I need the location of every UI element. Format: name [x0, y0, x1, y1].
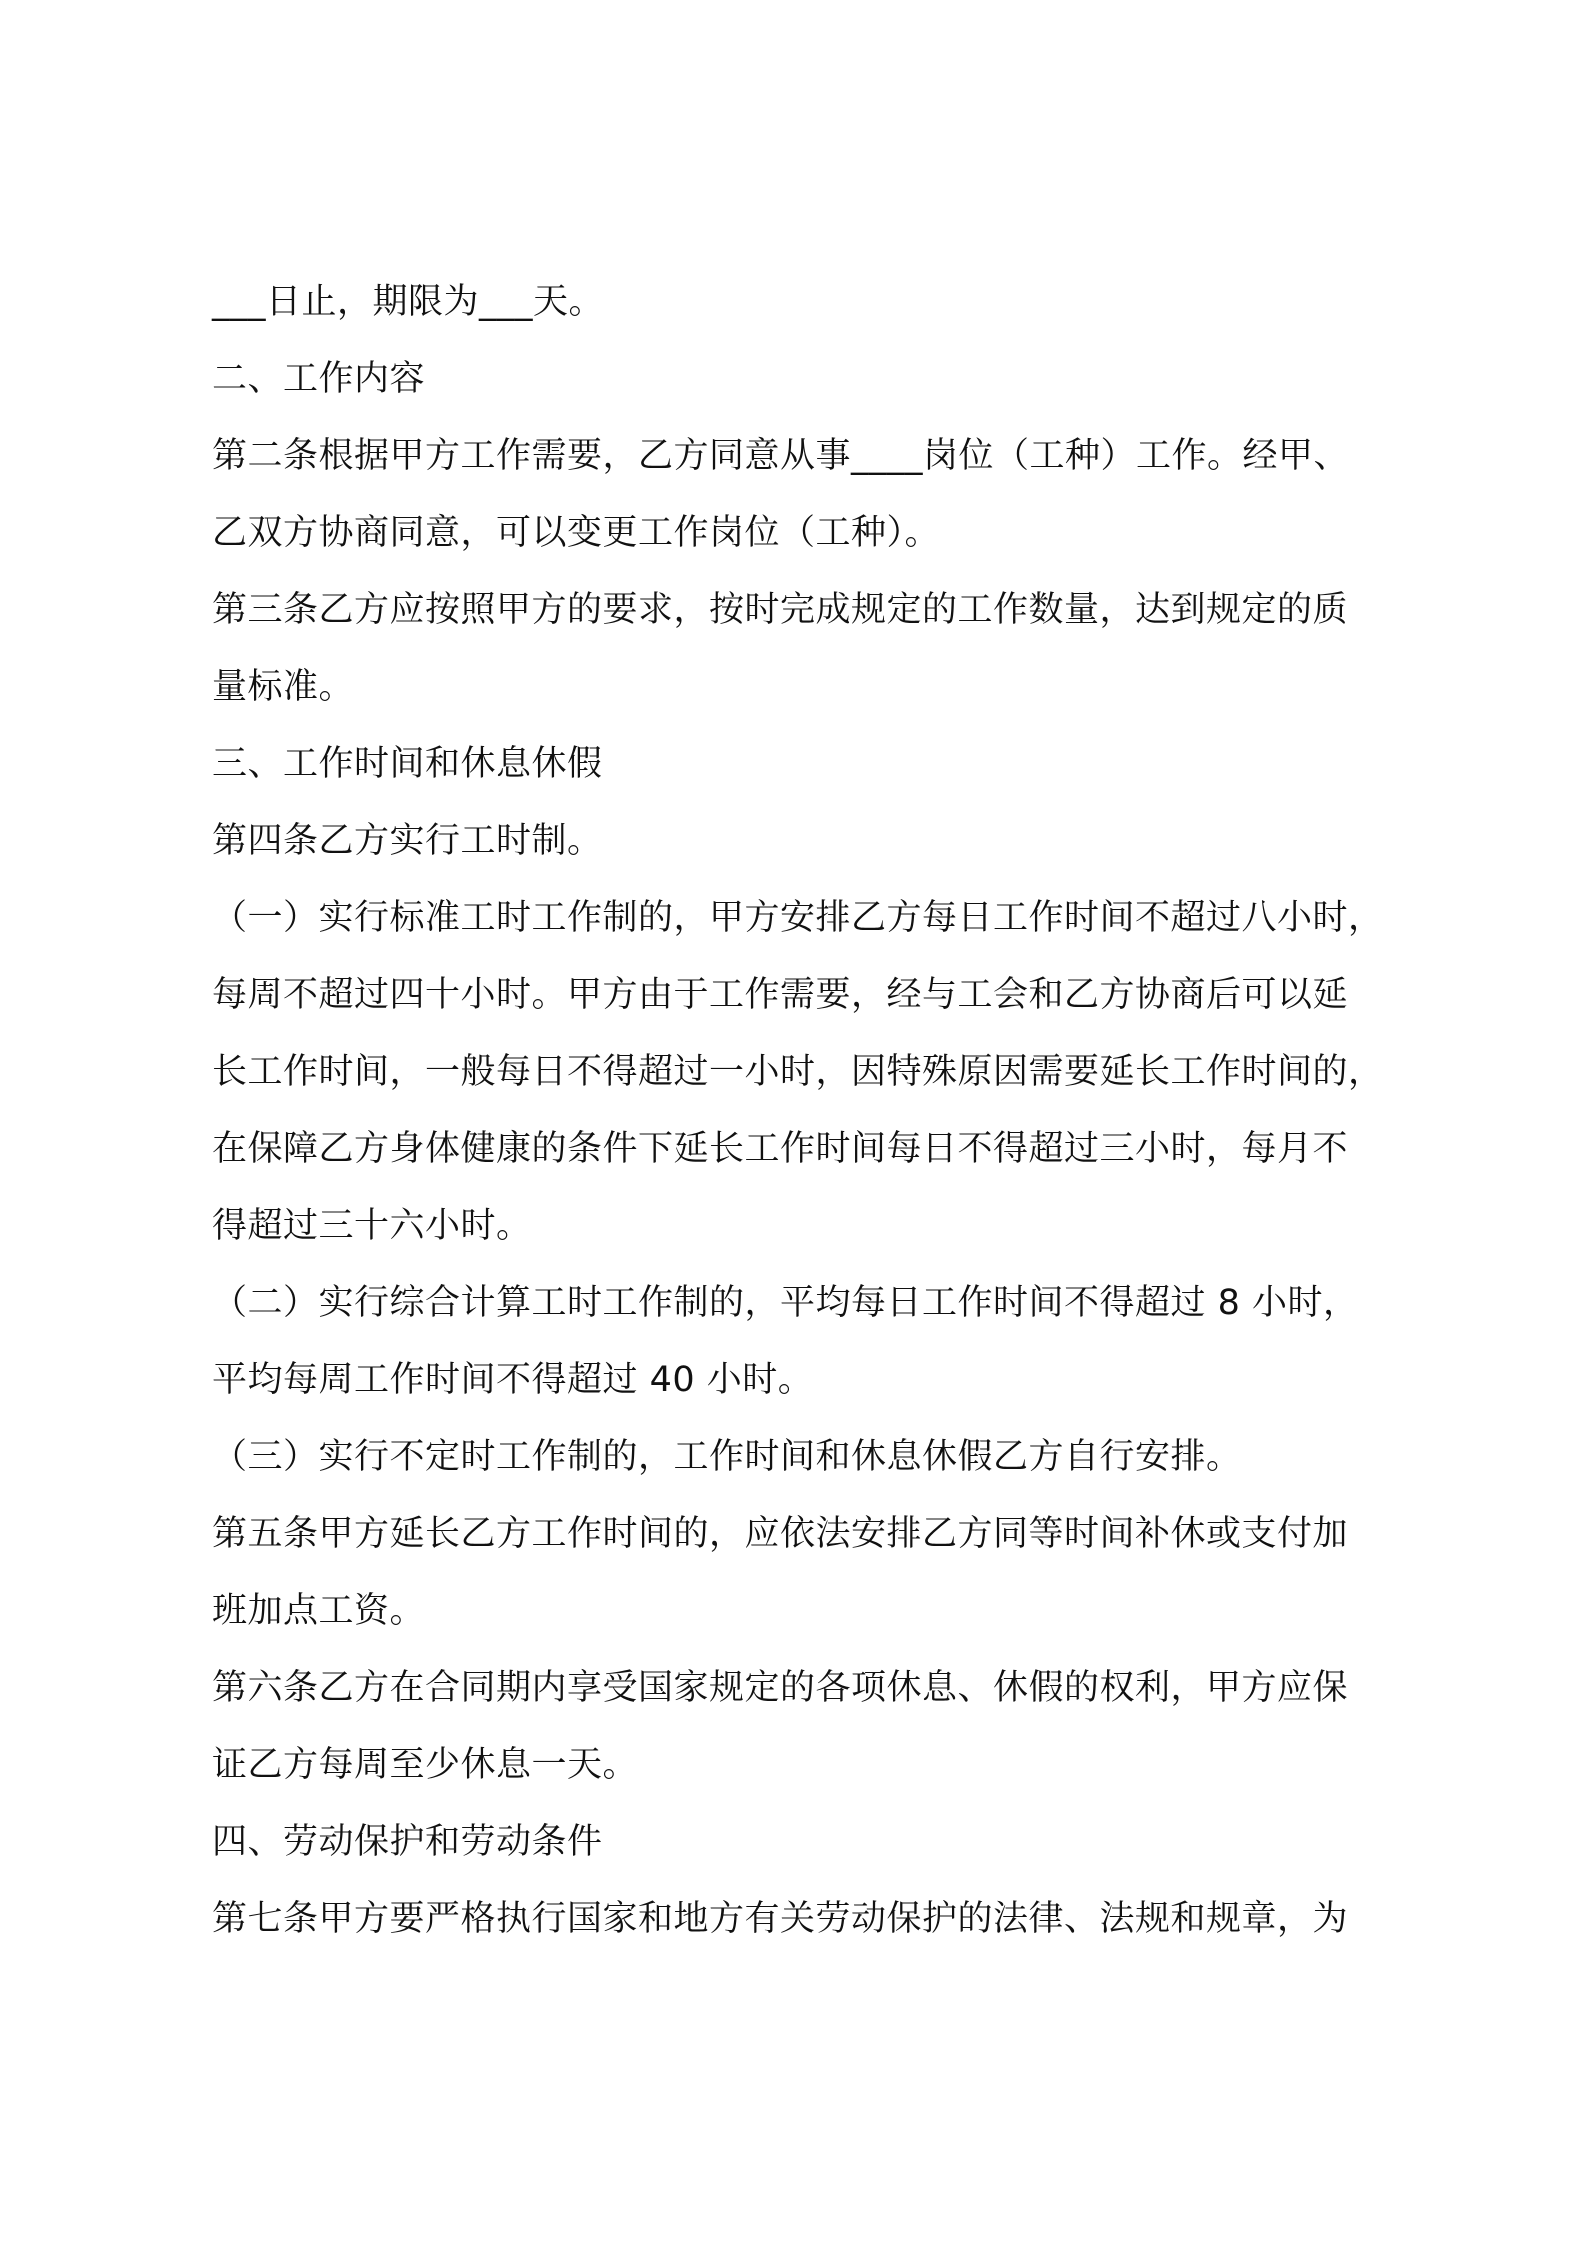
- text-line: 第三条乙方应按照甲方的要求，按时完成规定的工作数量，达到规定的质: [212, 590, 1349, 630]
- text-line: 第二条根据甲方工作需要，乙方同意从事____岗位（工种）工作。经甲、: [212, 436, 1350, 476]
- text-line: （一）实行标准工时工作制的，甲方安排乙方每日工作时间不超过八小时，: [212, 898, 1384, 938]
- text-line: ___日止，期限为___天。: [212, 282, 605, 322]
- text-line: 第五条甲方延长乙方工作时间的，应依法安排乙方同等时间补休或支付加: [212, 1514, 1349, 1554]
- text-line: 第六条乙方在合同期内享受国家规定的各项休息、休假的权利，甲方应保: [212, 1668, 1349, 1708]
- text-line: 得超过三十六小时。: [212, 1206, 532, 1246]
- text-line: 乙双方协商同意，可以变更工作岗位（工种）。: [212, 513, 941, 553]
- section-heading: 三、工作时间和休息休假: [212, 744, 603, 784]
- text-line: 班加点工资。: [212, 1591, 426, 1631]
- text-line: 第四条乙方实行工时制。: [212, 821, 603, 861]
- text-line: 在保障乙方身体健康的条件下延长工作时间每日不得超过三小时，每月不: [212, 1129, 1349, 1169]
- text-line: 平均每周工作时间不得超过 40 小时。: [212, 1360, 814, 1400]
- text-line: （二）实行综合计算工时工作制的，平均每日工作时间不得超过 8 小时，: [212, 1283, 1359, 1323]
- text-line: 每周不超过四十小时。甲方由于工作需要，经与工会和乙方协商后可以延: [212, 975, 1349, 1015]
- section-heading: 四、劳动保护和劳动条件: [212, 1822, 603, 1862]
- section-heading: 二、工作内容: [212, 359, 426, 399]
- text-line: 长工作时间，一般每日不得超过一小时，因特殊原因需要延长工作时间的，: [212, 1052, 1384, 1092]
- text-line: （三）实行不定时工作制的，工作时间和休息休假乙方自行安排。: [212, 1437, 1242, 1477]
- text-line: 量标准。: [212, 667, 355, 707]
- text-line: 证乙方每周至少休息一天。: [212, 1745, 639, 1785]
- text-line: 第七条甲方要严格执行国家和地方有关劳动保护的法律、法规和规章，为: [212, 1899, 1349, 1939]
